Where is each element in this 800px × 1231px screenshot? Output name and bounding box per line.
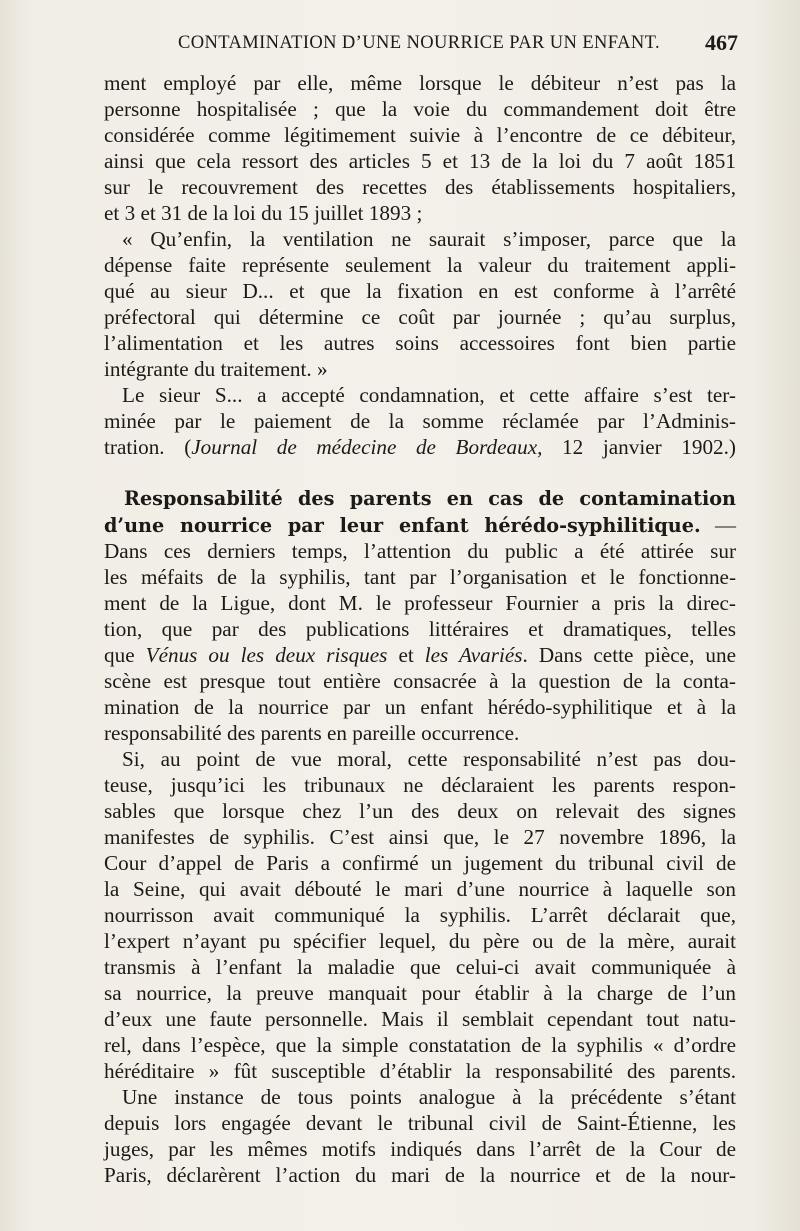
text-line: d’eux une faute personnelle. Mais il semblait cependant tout natu-: [104, 1007, 736, 1031]
text-line: sables que lorsque chez l’un des deux on relevait des signes: [104, 799, 736, 823]
text-line: et 3 et 31 de la loi du 15 juillet 1893 ;: [104, 201, 423, 225]
text-fragment: et: [387, 643, 425, 667]
journal-title: Journal de médecine de Bordeaux,: [191, 435, 543, 459]
citation-prefix: tration. (: [104, 435, 192, 459]
text-line: depuis lors engagée devant le tribunal civil de Saint-Étienne, les: [104, 1111, 736, 1135]
text-line-italic-titles: [104, 642, 736, 668]
page-number: 467: [705, 30, 738, 55]
text-line: Paris, déclarèrent l’action du mari de la nourrice et de la nour-: [104, 1163, 736, 1187]
text-fragment: que: [104, 643, 146, 667]
text-line: Le sieur S... a accepté condamnation, et cette affaire s’est ter-: [122, 383, 736, 407]
text-line: scène est presque tout entière consacrée à la question de la conta-: [104, 669, 736, 693]
text-line: manifestes de syphilis. C’est ainsi que, le 27 novembre 1896, la: [104, 825, 736, 849]
text-line: dépense faite représente seulement la valeur du traitement appli-: [104, 253, 736, 277]
play-title: les Avariés: [424, 643, 523, 667]
text-line: « Qu’enfin, la ventilation ne saurait s’imposer, parce que la: [122, 227, 736, 251]
text-line: ainsi que cela ressort des articles 5 et 13 de la loi du 7 août 1851: [104, 149, 736, 173]
text-line: les méfaits de la syphilis, tant par l’organisation et le fonctionne-: [104, 565, 736, 589]
text-line: tion, que par des publications littéraires et dramatiques, telles: [104, 617, 736, 641]
text-line: préfectoral qui détermine ce coût par journée ; qu’au surplus,: [104, 305, 736, 329]
text-line: teuse, jusqu’ici les tribunaux ne déclaraient les parents respon-: [104, 773, 736, 797]
text-line: Dans ces derniers temps, l’attention du public a été attirée sur: [104, 539, 736, 563]
section-heading-text: d’une nourrice par leur enfant hérédo-syphilitique.: [104, 514, 701, 537]
text-line: ment de la Ligue, dont M. le professeur Fournier a pris la direc-: [104, 591, 736, 615]
text-line: Cour d’appel de Paris a confirmé un jugement du tribunal civil de: [104, 851, 736, 875]
text-line: juges, par les mêmes motifs indiqués dans l’arrêt de la Cour de: [104, 1137, 736, 1161]
text-fragment: . Dans cette pièce, une: [522, 643, 736, 667]
text-line: ment employé par elle, même lorsque le débiteur n’est pas la: [104, 71, 736, 95]
heading-dash: —: [700, 513, 736, 537]
text-line: Si, au point de vue moral, cette responsabilité n’est pas dou-: [122, 747, 736, 771]
text-line: considérée comme légitimement suivie à l’encontre de ce débiteur,: [104, 123, 736, 147]
text-line: sur le recouvrement des recettes des établissements hospitaliers,: [104, 175, 736, 199]
text-line: mination de la nourrice par un enfant hérédo-syphilitique et à la: [104, 695, 736, 719]
section-heading-continued: [104, 512, 736, 538]
text-line: personne hospitalisée ; que la voie du commandement doit être: [104, 97, 736, 121]
page-header: [0, 30, 800, 63]
text-line: héréditaire » fût susceptible d’établir la responsabilité des parents.: [104, 1059, 736, 1083]
citation-date: 12 janvier 1902.): [542, 435, 736, 459]
text-line: intégrante du traitement. »: [104, 357, 328, 381]
section-heading: Responsabilité des parents en cas de contamination: [124, 487, 736, 510]
text-line: transmis à l’enfant la maladie que celui-ci avait communiquée à: [104, 955, 736, 979]
text-line: l’expert n’ayant pu spécifier lequel, du père ou de la mère, aurait: [104, 929, 736, 953]
text-line: nourrisson avait communiqué la syphilis. L’arrêt déclarait que,: [104, 903, 736, 927]
text-line: sa nourrice, la preuve manquait pour établir à la charge de l’un: [104, 981, 736, 1005]
text-line: responsabilité des parents en pareille occurrence.: [104, 721, 520, 745]
running-head: CONTAMINATION D’UNE NOURRICE PAR UN ENFANT.: [178, 33, 660, 53]
text-line: Une instance de tous points analogue à la précédente s’étant: [122, 1085, 736, 1109]
text-line: la Seine, qui avait débouté le mari d’une nourrice à laquelle son: [104, 877, 736, 901]
text-line: minée par le paiement de la somme réclamée par l’Adminis-: [104, 409, 736, 433]
citation-line: [104, 434, 736, 460]
text-line: rel, dans l’espèce, que la simple constatation de la syphilis « d’ordre: [104, 1033, 736, 1057]
text-line: l’alimentation et les autres soins accessoires font bien partie: [104, 331, 736, 355]
text-line: qué au sieur D... et que la fixation en est conforme à l’arrêté: [104, 279, 736, 303]
play-title: Vénus ou les deux risques: [145, 643, 388, 667]
